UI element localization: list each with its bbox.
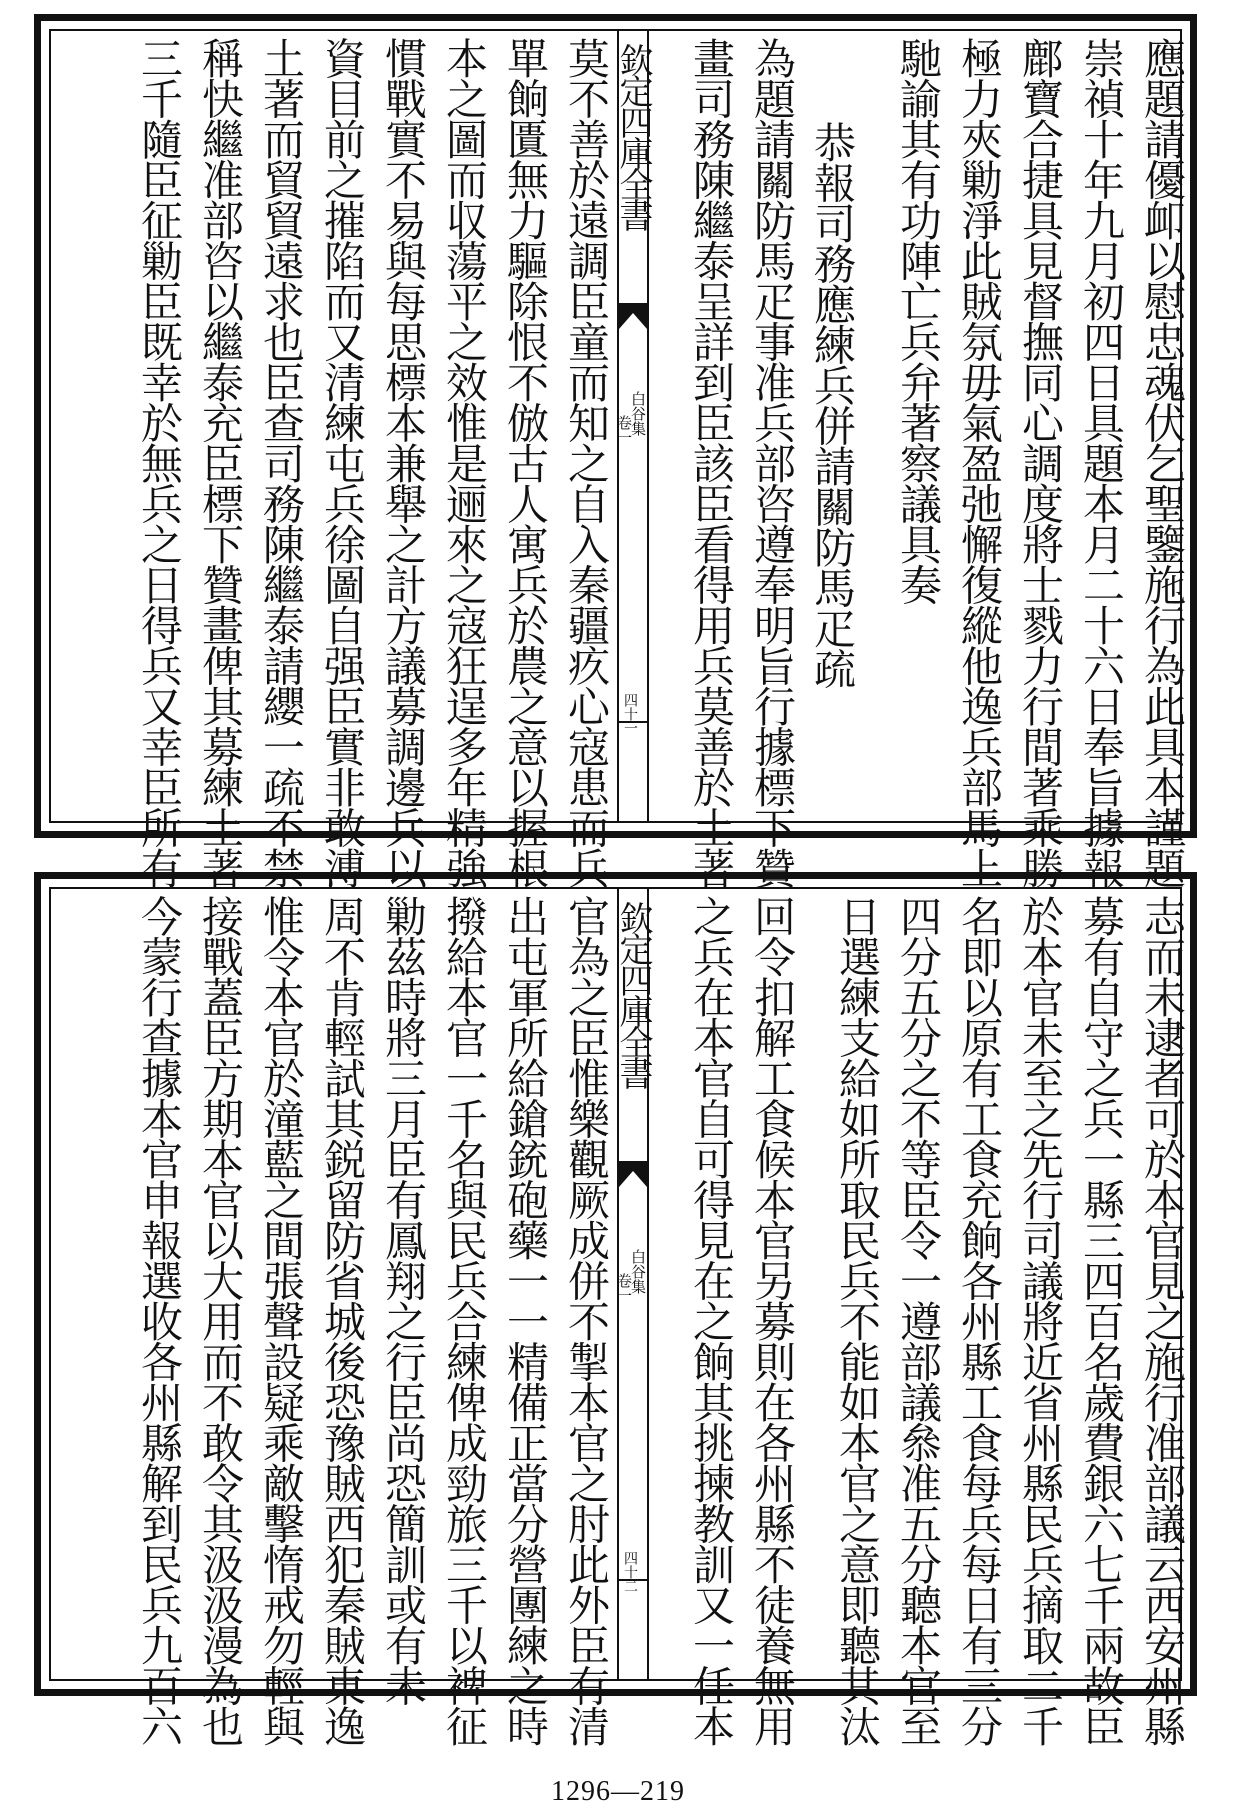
text-column: 名即以原有工食充餉各州縣工食每兵每日有三分	[955, 895, 1004, 1746]
text-column: 土著而貿貿遠求也臣查司務陳繼泰請纓一疏不禁	[257, 37, 306, 888]
text-column: 撥給本官一千名與民兵合練俾成勁旅三千以裨征	[440, 895, 489, 1746]
divider	[619, 1579, 647, 1581]
volume-label: 卷一	[615, 415, 633, 445]
text-column: 日選練支給如所取民兵不能如本官之意即聽其汰	[833, 895, 882, 1746]
gutter-title: 欽定四庫全書	[613, 901, 653, 1087]
top-page-frame	[49, 29, 1187, 888]
bottom-page-frame	[49, 887, 1187, 1746]
text-column: 官為之臣惟樂觀厥成併不掣本官之肘此外臣有清	[562, 895, 611, 1746]
volume-label: 卷一	[615, 1273, 633, 1303]
fishtail-mark-icon	[619, 303, 647, 331]
text-column: 稱快繼准部咨以繼泰充臣標下贊畫俾其募練土著	[196, 37, 245, 888]
text-column: 單餉匱無力驅除恨不倣古人寓兵於農之意以握根	[501, 37, 550, 888]
text-column: 極力夾勦淨此賊氛毋氣盈弛懈復縱他逸兵部馬上	[955, 37, 1004, 888]
text-column: 回令扣解工食候本官另募則在各州縣不徒養無用	[748, 895, 797, 1746]
text-column: 應題請優卹以慰忠魂伏乞聖鑒施行為此具本謹題	[1138, 37, 1187, 888]
memorial-title: 恭報司務應練兵併請關防馬疋疏	[808, 121, 857, 688]
text-column: 於本官未至之先行司議將近省州縣民兵摘取二千	[1016, 895, 1065, 1746]
page-code: 1296—219	[551, 1776, 685, 1807]
fishtail-mark-icon	[619, 1161, 647, 1189]
top-page	[34, 14, 1197, 888]
text-column: 周不肯輕試其鋭留防省城後恐豫賊西犯秦賊東逸	[318, 895, 367, 1746]
text-column: 之兵在本官自可得見在之餉其挑揀教訓又一任本	[687, 895, 736, 1746]
text-column: 崇禎十年九月初四日具題本月二十六日奉旨據報	[1077, 37, 1126, 888]
page-number: 四十一	[622, 693, 638, 735]
text-column: 三千隨臣征勦臣既幸於無兵之日得兵又幸臣所有	[135, 37, 184, 888]
text-column: 出屯軍所給鎗銃砲藥一一精備正當分營團練之時	[501, 895, 550, 1746]
text-column: 志而未逮者可於本官見之施行准部議云西安州縣	[1138, 895, 1187, 1746]
text-column: 今蒙行查據本官申報選收各州縣解到民兵九百六	[135, 895, 184, 1746]
text-column: 勦茲時將三月臣有鳳翔之行臣尚恐簡訓或有未	[379, 895, 428, 1705]
text-column: 慣戰實不易與每思標本兼舉之計方議募調邊兵以	[379, 37, 428, 888]
text-column: 莫不善於遠調臣童而知之自入秦疆疚心寇患而兵	[562, 37, 611, 888]
page-number: 四十二	[622, 1551, 638, 1593]
text-column: 募有自守之兵一縣三四百名歲費銀六七千兩故臣	[1077, 895, 1126, 1746]
gutter-title: 欽定四庫全書	[613, 43, 653, 229]
text-column: 四分五分之不等臣令一遵部議叅准五分聽本官至	[894, 895, 943, 1746]
book-name: 白谷集	[629, 391, 647, 436]
text-column: 馳諭其有功陣亡兵弁著察議具奏	[894, 37, 943, 604]
text-column: 資目前之摧陷而又清練屯兵徐圖自强臣實非敢溥	[318, 37, 367, 888]
text-column: 為題請關防馬疋事准兵部咨遵奉明旨行據標下贊	[748, 37, 797, 888]
book-name: 白谷集	[629, 1249, 647, 1294]
text-column: 畫司務陳繼泰呈詳到臣該臣看得用兵莫善於土著	[687, 37, 736, 888]
divider	[619, 721, 647, 723]
text-column: 本之圖而収蕩平之效惟是逦來之寇狂逞多年精強	[440, 37, 489, 888]
text-column: 惟令本官於潼藍之間張聲設疑乘敵擊惰戒勿輕與	[257, 895, 306, 1746]
text-column: 鄜寶合捷具見督撫同心調度將士戮力行間著乘勝	[1016, 37, 1065, 888]
text-column: 接戰蓋臣方期本官以大用而不敢令其汲汲漫為也	[196, 895, 245, 1746]
bottom-page	[34, 872, 1197, 1746]
